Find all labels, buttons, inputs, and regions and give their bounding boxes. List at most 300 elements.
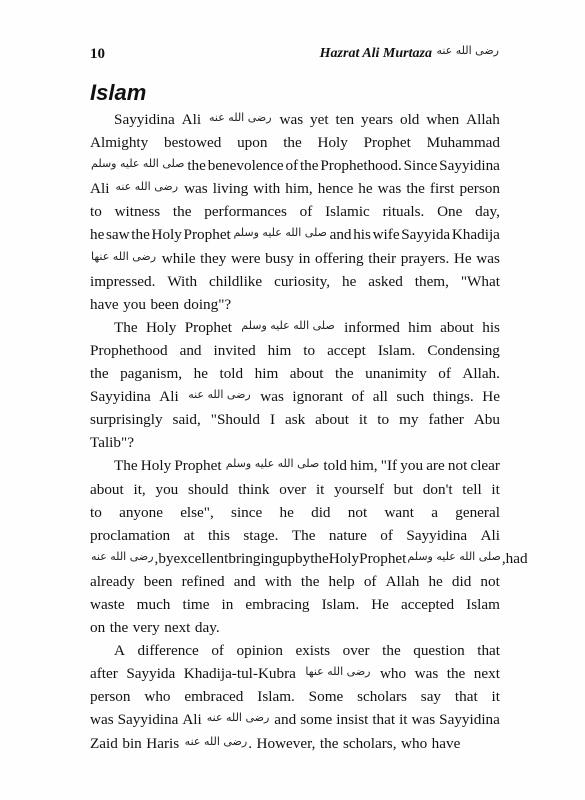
word: are <box>426 457 445 475</box>
text-line <box>90 408 500 431</box>
word: want <box>384 503 414 521</box>
word: it <box>315 480 325 498</box>
word: Prophet <box>183 226 231 244</box>
word: the <box>172 203 192 221</box>
word: think <box>238 480 270 498</box>
word: the <box>90 365 109 383</box>
word: hence <box>317 180 354 198</box>
word: Islam. <box>377 341 416 359</box>
honorific-ali-icon: رضی الله عنه <box>184 734 248 748</box>
word: tell <box>462 480 482 498</box>
word: some <box>300 711 333 729</box>
word: by <box>295 549 311 567</box>
word <box>114 177 179 200</box>
word: rituals. <box>382 203 425 221</box>
word: was <box>476 249 500 267</box>
honorific-ali-icon: رضی الله عنه <box>209 111 272 124</box>
honorific-ali-icon: رضی الله عنه <box>188 388 251 402</box>
word: at <box>183 526 195 544</box>
word: impressed. <box>90 272 156 290</box>
word: stage. <box>243 526 279 544</box>
paragraph <box>90 454 528 639</box>
word: He <box>371 595 389 613</box>
word: I <box>269 411 276 429</box>
word: of <box>351 388 365 406</box>
word: benevolence <box>207 157 284 175</box>
word: رضی الله عنه. <box>184 732 252 755</box>
word: he <box>428 572 443 590</box>
word: did <box>451 572 472 590</box>
word: you <box>123 295 146 313</box>
word: scholars <box>357 688 407 706</box>
word: accept <box>327 341 366 359</box>
word: Ali <box>182 711 202 729</box>
text-line <box>90 662 500 685</box>
word: Prophet <box>184 318 232 336</box>
word: about <box>315 411 349 429</box>
word: Sayyida <box>126 665 176 683</box>
word: that <box>372 711 396 729</box>
word: Allah <box>466 111 500 128</box>
text-line <box>90 454 500 477</box>
word: he <box>193 365 208 383</box>
word: of <box>285 157 299 175</box>
word: "If <box>380 457 398 475</box>
word: of <box>211 642 224 660</box>
honorific-prophet-icon: صلی الله علیه وسلم <box>241 318 335 332</box>
word: the <box>382 642 401 660</box>
word: over <box>279 480 307 498</box>
page-header <box>90 46 500 68</box>
word: Almighty <box>90 134 149 152</box>
word: the <box>187 157 206 175</box>
text-line <box>90 570 500 593</box>
body-text <box>90 108 528 755</box>
word: with <box>264 572 292 590</box>
word: A <box>114 642 125 660</box>
word: were <box>230 249 261 267</box>
word: bringing <box>228 549 280 567</box>
word: asked <box>368 272 403 290</box>
word: Allah <box>385 572 420 590</box>
word: told <box>323 457 348 475</box>
honorific-khadija-icon: رضی الله عنها <box>305 665 371 679</box>
word: Talib"? <box>90 434 134 452</box>
paragraph <box>90 639 500 754</box>
word: my <box>399 411 419 429</box>
word: unanimity <box>365 365 427 383</box>
text-line <box>90 685 500 708</box>
word: Ali <box>159 388 179 406</box>
word: next <box>473 665 500 683</box>
word: in <box>298 249 311 267</box>
text-line <box>90 108 500 131</box>
word: of <box>380 526 393 544</box>
word: Prophet <box>363 134 411 152</box>
word: invited <box>213 341 256 359</box>
honorific-prophet-icon: صلی الله علیه وسلم <box>407 549 501 563</box>
word: they <box>200 249 227 267</box>
word: صلی الله علیه وسلم, <box>406 547 505 570</box>
word: had <box>505 549 528 567</box>
word: was <box>260 388 284 406</box>
word: he <box>358 180 373 198</box>
text-line <box>90 639 500 662</box>
text-line <box>90 154 500 177</box>
word <box>187 385 252 408</box>
word: embracing <box>245 595 310 613</box>
word: was <box>184 180 208 198</box>
word: Sayyidina <box>117 711 179 729</box>
word: was <box>411 711 436 729</box>
word: his <box>482 318 500 336</box>
word: paganism, <box>120 365 183 383</box>
word: yet <box>310 111 329 128</box>
word: exists <box>295 642 331 660</box>
word <box>90 154 186 177</box>
word: Zaid <box>90 734 118 752</box>
word: him, <box>285 180 313 198</box>
word: excellent <box>173 549 229 567</box>
word: all <box>372 388 388 406</box>
word: Holy <box>151 226 182 244</box>
word: a <box>431 503 438 521</box>
word: رضی الله عنه, <box>90 547 158 570</box>
word: Ali <box>480 526 500 544</box>
word: doing"? <box>183 295 232 313</box>
honorific-ali-icon: رضی الله عنه <box>436 44 499 57</box>
word: years <box>361 111 394 128</box>
word: the <box>319 734 339 752</box>
word: up <box>279 549 295 567</box>
word: by <box>158 549 174 567</box>
word: over <box>342 642 370 660</box>
word: Islam. <box>321 595 360 613</box>
word: the <box>310 549 329 567</box>
word: Islamic <box>325 203 370 221</box>
word: them, <box>414 272 449 290</box>
word <box>304 662 371 685</box>
word: to <box>90 503 102 521</box>
word: when <box>426 111 460 128</box>
word: who <box>401 734 428 752</box>
word: The <box>114 457 138 475</box>
word: their <box>368 249 397 267</box>
word: person <box>459 180 500 198</box>
word: say <box>420 688 442 706</box>
word: Islam. <box>257 688 295 706</box>
word: and <box>329 226 352 244</box>
word: did <box>311 503 331 521</box>
word: He <box>453 249 472 267</box>
word: not <box>447 457 468 475</box>
word: saw <box>106 226 130 244</box>
word: not <box>347 503 368 521</box>
word <box>232 223 328 246</box>
word: person <box>90 688 131 706</box>
word: time <box>182 595 210 613</box>
word: he <box>90 226 105 244</box>
text-line <box>90 385 500 408</box>
word: to <box>377 411 390 429</box>
word: about <box>90 480 124 498</box>
word: in <box>221 595 234 613</box>
word: it <box>491 480 500 498</box>
word: much <box>136 595 171 613</box>
text-line <box>90 616 500 639</box>
word <box>225 454 321 477</box>
word <box>90 247 157 270</box>
word: the <box>335 365 354 383</box>
word: accepted <box>400 595 455 613</box>
word: since <box>231 503 263 521</box>
word: "What <box>460 272 500 290</box>
word: who <box>379 665 407 683</box>
word: yourself <box>334 480 384 498</box>
running-title-text: Hazrat Ali Murtaza <box>319 46 432 61</box>
word: the <box>446 665 466 683</box>
text-line <box>90 547 528 570</box>
word: should <box>187 480 229 498</box>
word <box>208 108 273 131</box>
word: very <box>132 619 160 637</box>
word: curiosity, <box>274 272 331 290</box>
word: while <box>161 249 196 267</box>
honorific-ali-icon: رضی الله عنه <box>91 549 154 563</box>
word: general <box>455 503 500 521</box>
honorific-prophet-icon: صلی الله علیه وسلم <box>91 157 185 171</box>
word: ask <box>284 411 306 429</box>
word: else", <box>180 503 214 521</box>
text-line <box>90 478 500 501</box>
word: ignorant <box>292 388 344 406</box>
word: Holy <box>317 134 348 152</box>
word: of <box>363 572 377 590</box>
word: first <box>429 180 455 198</box>
word: have <box>431 734 461 752</box>
word: don't <box>422 480 453 498</box>
word: help <box>328 572 355 590</box>
text-line <box>90 177 500 200</box>
word: "Should <box>210 411 260 429</box>
word: and <box>233 572 256 590</box>
word: things. <box>432 388 474 406</box>
word: next <box>164 619 191 637</box>
text-line <box>90 362 500 385</box>
word: and <box>179 341 202 359</box>
text-line <box>90 247 500 270</box>
word: his <box>353 226 371 244</box>
word: Muhammad <box>426 134 500 152</box>
word: said, <box>172 411 201 429</box>
word: he <box>341 272 357 290</box>
word: wife <box>372 226 400 244</box>
word: Some <box>308 688 344 706</box>
word: after <box>90 665 118 683</box>
word: that <box>454 688 478 706</box>
text-line <box>90 524 500 547</box>
word: Holy <box>140 457 172 475</box>
running-title <box>320 46 500 62</box>
honorific-ali-icon: رضی الله عنه <box>115 180 179 194</box>
word: Khadija-tul-Kubra <box>183 665 296 683</box>
word: it <box>358 411 368 429</box>
word: the <box>131 226 150 244</box>
word: Sayyidina <box>406 526 468 544</box>
word <box>240 316 336 339</box>
word: the <box>109 619 129 637</box>
word: Prophethood <box>90 341 168 359</box>
word: clear <box>470 457 500 475</box>
word: old <box>399 111 420 128</box>
word: waste <box>90 595 125 613</box>
word: of <box>438 365 451 383</box>
word: Khadija <box>451 226 500 244</box>
word: Sayyidina <box>90 388 151 406</box>
word: Allah. <box>462 365 500 383</box>
text-line <box>90 131 500 154</box>
word: the <box>300 572 320 590</box>
word: childlike <box>209 272 263 290</box>
word: such <box>396 388 425 406</box>
word: day. <box>194 619 220 637</box>
text-line <box>90 270 500 293</box>
word: Prophet <box>359 549 407 567</box>
word: was <box>90 711 114 729</box>
word: day, <box>475 203 500 221</box>
word: Prophet <box>174 457 222 475</box>
word: to <box>90 203 102 221</box>
word: the <box>406 180 425 198</box>
text-line <box>90 501 500 524</box>
word: living <box>212 180 249 198</box>
word: With <box>167 272 198 290</box>
word: surprisingly <box>90 411 163 429</box>
word: the <box>283 134 302 152</box>
honorific-prophet-icon: صلی الله علیه وسلم <box>233 226 327 240</box>
word: question <box>413 642 465 660</box>
word: was <box>377 180 402 198</box>
word: Islam <box>466 595 500 613</box>
word: insist <box>336 711 369 729</box>
word: scholars, <box>342 734 397 752</box>
word: refined <box>181 572 225 590</box>
word: him <box>254 365 279 383</box>
text-line <box>90 431 500 454</box>
word: have <box>90 295 119 313</box>
word: the <box>299 157 319 175</box>
word: busy <box>265 249 294 267</box>
word: you <box>400 457 424 475</box>
word: with <box>253 180 281 198</box>
text-line <box>90 293 500 316</box>
text-line <box>90 708 500 731</box>
word: One <box>437 203 463 221</box>
word: about <box>440 318 474 336</box>
word: Abu <box>473 411 500 429</box>
word: and <box>274 711 297 729</box>
word: anyone <box>119 503 163 521</box>
word: told <box>219 365 244 383</box>
word: However, <box>256 734 316 752</box>
word: witness <box>114 203 161 221</box>
word: proclamation <box>90 526 171 544</box>
word: ten <box>335 111 355 128</box>
word: not <box>480 572 500 590</box>
word: him, <box>350 457 378 475</box>
word: He <box>482 388 500 406</box>
page-number: 10 <box>90 46 105 62</box>
word: him <box>408 318 432 336</box>
word: father <box>428 411 464 429</box>
word: Ali <box>90 180 110 198</box>
honorific-ali-icon: رضی الله عنه <box>206 711 270 725</box>
word: Holy <box>145 318 177 336</box>
honorific-khadija-icon: رضی الله عنها <box>91 249 157 263</box>
word: of <box>299 203 313 221</box>
word: nature <box>328 526 367 544</box>
text-line <box>90 593 500 616</box>
word: was <box>279 111 304 128</box>
word: Haris <box>146 734 180 752</box>
word: to <box>303 341 316 359</box>
word: him <box>267 341 292 359</box>
word: on <box>90 619 106 637</box>
word: been <box>150 295 180 313</box>
text-line <box>90 200 500 223</box>
word: Sayyida <box>401 226 451 244</box>
word: The <box>114 318 138 336</box>
word: about <box>289 365 324 383</box>
word: upon <box>237 134 268 152</box>
section-title: Islam <box>90 80 147 105</box>
word: Sayyidina <box>439 157 500 175</box>
paragraph <box>90 108 500 316</box>
text-line <box>90 339 500 362</box>
word: that <box>477 642 500 660</box>
word: difference <box>137 642 199 660</box>
word: Ali <box>181 111 202 128</box>
word: bestowed <box>163 134 222 152</box>
word: performances <box>204 203 287 221</box>
word: been <box>143 572 173 590</box>
word: was <box>414 665 439 683</box>
word: it <box>399 711 408 729</box>
word: offering <box>314 249 364 267</box>
paragraph <box>90 316 500 455</box>
word: informed <box>344 318 400 336</box>
word: he <box>279 503 294 521</box>
word: already <box>90 572 135 590</box>
word: Holy <box>328 549 360 567</box>
word: Prophethood. <box>320 157 402 175</box>
word: Condensing <box>427 341 500 359</box>
text-line <box>90 223 500 246</box>
word: The <box>291 526 316 544</box>
word: you <box>155 480 179 498</box>
text-line <box>90 732 500 755</box>
word: Since <box>403 157 438 175</box>
word: but <box>393 480 414 498</box>
word: embraced <box>184 688 244 706</box>
word: this <box>207 526 230 544</box>
word: prayers. <box>400 249 450 267</box>
word: it, <box>133 480 146 498</box>
word: Sayyidina <box>114 111 175 128</box>
word <box>206 708 271 731</box>
word: opinion <box>236 642 283 660</box>
word: it <box>491 688 500 706</box>
